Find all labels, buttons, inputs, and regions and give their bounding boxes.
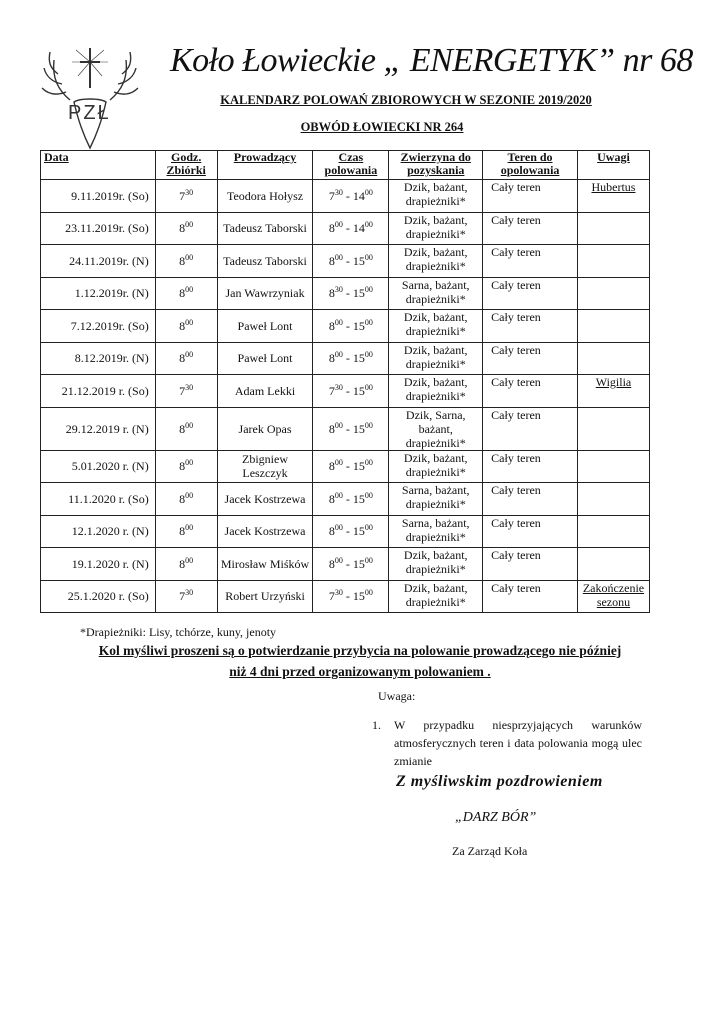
cell-date: 21.12.2019 r. (So) (41, 375, 156, 408)
greeting: Z myśliwskim pozdrowieniem (396, 773, 603, 790)
logo-text: PZŁ (68, 102, 111, 124)
cell-godz: $8^{00}$ (155, 342, 217, 375)
cell-uwagi (577, 245, 649, 278)
table-row (41, 342, 650, 375)
table-row (41, 483, 650, 516)
cell-godz: $8^{00}$ (155, 548, 217, 581)
table-row (41, 375, 650, 408)
cell-godz: $8^{00}$ (155, 450, 217, 483)
cell-zwierzyna: Dzik, bażant, drapieżniki* (389, 580, 483, 613)
cell-czas: $8^{00} - 14^{00}$ (313, 212, 389, 245)
cell-czas: $8^{30} - 15^{00}$ (313, 277, 389, 310)
cell-teren: Cały teren (483, 548, 578, 581)
cell-date: 12.1.2020 r. (N) (41, 515, 156, 548)
cell-uwagi (577, 515, 649, 548)
cell-teren: Cały teren (483, 245, 578, 278)
cell-teren: Cały teren (483, 310, 578, 343)
cell-leader: Robert Urzyński (217, 580, 313, 613)
cell-uwagi (577, 212, 649, 245)
cell-zwierzyna: Dzik, bażant, drapieżniki* (389, 310, 483, 343)
uwaga-list (372, 716, 642, 770)
col-header-czas: Czas polowania (313, 151, 389, 180)
cell-leader: Adam Lekki (217, 375, 313, 408)
table-row (41, 548, 650, 581)
cell-uwagi (577, 310, 649, 343)
cell-zwierzyna: Dzik, bażant, drapieżniki* (389, 212, 483, 245)
cell-zwierzyna: Sarna, bażant, drapieżniki* (389, 483, 483, 516)
col-header-teren: Teren do opolowania (483, 151, 578, 180)
cell-leader: Zbigniew Leszczyk (217, 450, 313, 483)
cell-date: 24.11.2019r. (N) (41, 245, 156, 278)
hunting-calendar-table (40, 150, 650, 613)
table-row (41, 450, 650, 483)
cell-godz: $7^{30}$ (155, 375, 217, 408)
cell-zwierzyna: Dzik, bażant, drapieżniki* (389, 548, 483, 581)
cell-teren: Cały teren (483, 342, 578, 375)
motto: „DARZ BÓR” (455, 810, 537, 825)
footnote: *Drapieżniki: Lisy, tchórze, kuny, jenoty (80, 625, 277, 639)
cell-leader: Jacek Kostrzewa (217, 483, 313, 516)
cell-czas: $8^{00} - 15^{00}$ (313, 407, 389, 450)
table-row (41, 245, 650, 278)
cell-czas: $8^{00} - 15^{00}$ (313, 548, 389, 581)
cell-zwierzyna: Dzik, bażant, drapieżniki* (389, 245, 483, 278)
cell-leader: Jacek Kostrzewa (217, 515, 313, 548)
table-row (41, 212, 650, 245)
cell-czas: $7^{30} - 15^{00}$ (313, 580, 389, 613)
cell-teren: Cały teren (483, 180, 578, 213)
cell-godz: $8^{00}$ (155, 407, 217, 450)
cell-leader: Paweł Lont (217, 310, 313, 343)
uwaga-item-text: W przypadku niesprzyjających warunków atmosferycznych teren i data polowania mogą ulec zmianie (394, 718, 642, 768)
cell-godz: $7^{30}$ (155, 180, 217, 213)
cell-zwierzyna: Dzik, bażant, drapieżniki* (389, 375, 483, 408)
cell-uwagi (577, 407, 649, 450)
cell-godz: $7^{30}$ (155, 580, 217, 613)
cell-czas: $8^{00} - 15^{00}$ (313, 310, 389, 343)
cell-godz: $8^{00}$ (155, 245, 217, 278)
cell-uwagi: Wigilia (577, 375, 649, 408)
cell-zwierzyna: Dzik, bażant, drapieżniki* (389, 180, 483, 213)
cell-leader: Mirosław Miśków (217, 548, 313, 581)
cell-teren: Cały teren (483, 375, 578, 408)
club-title: Koło Łowieckie „ ENERGETYK” nr 68 (170, 42, 693, 79)
cell-czas: $8^{00} - 15^{00}$ (313, 450, 389, 483)
cell-czas: $8^{00} - 15^{00}$ (313, 245, 389, 278)
cell-godz: $8^{00}$ (155, 483, 217, 516)
uwaga-item-number: 1. (372, 718, 381, 732)
cell-uwagi (577, 342, 649, 375)
cell-date: 1.12.2019r. (N) (41, 277, 156, 310)
cell-teren: Cały teren (483, 212, 578, 245)
table-row (41, 180, 650, 213)
cell-date: 29.12.2019 r. (N) (41, 407, 156, 450)
cell-czas: $7^{30} - 14^{00}$ (313, 180, 389, 213)
cell-leader: Tadeusz Taborski (217, 245, 313, 278)
cell-czas: $7^{30} - 15^{00}$ (313, 375, 389, 408)
obwod-subtitle: OBWÓD ŁOWIECKI NR 264 (300, 120, 464, 134)
cell-czas: $8^{00} - 15^{00}$ (313, 483, 389, 516)
table-header-row (41, 151, 650, 180)
cell-date: 19.1.2020 r. (N) (41, 548, 156, 581)
cell-zwierzyna: Sarna, bażant, drapieżniki* (389, 515, 483, 548)
cell-teren: Cały teren (483, 277, 578, 310)
confirmation-notice: Kol myśliwi proszeni są o potwierdzanie przybycia na polowanie prowadzącego nie później niż 4 dni przed organizowanym polowaniem . (98, 643, 622, 679)
col-header-leader: Prowadzący (217, 151, 313, 180)
table-row (41, 515, 650, 548)
cell-uwagi (577, 483, 649, 516)
col-header-zwierzyna: Zwierzyna do pozyskania (389, 151, 483, 180)
cell-teren: Cały teren (483, 450, 578, 483)
table-row (41, 277, 650, 310)
cell-zwierzyna: Dzik, Sarna, bażant, drapieżniki* (389, 407, 483, 450)
cell-czas: $8^{00} - 15^{00}$ (313, 515, 389, 548)
cell-czas: $8^{00} - 15^{00}$ (313, 342, 389, 375)
cell-leader: Jan Wawrzyniak (217, 277, 313, 310)
signature: Za Zarząd Koła (452, 844, 528, 858)
table-row (41, 580, 650, 613)
cell-godz: $8^{00}$ (155, 515, 217, 548)
cell-leader: Paweł Lont (217, 342, 313, 375)
cell-date: 7.12.2019r. (So) (41, 310, 156, 343)
cell-date: 25.1.2020 r. (So) (41, 580, 156, 613)
table-row (41, 310, 650, 343)
cell-zwierzyna: Sarna, bażant, drapieżniki* (389, 277, 483, 310)
cell-uwagi: Zakończenie sezonu (577, 580, 649, 613)
cell-leader: Tadeusz Taborski (217, 212, 313, 245)
cell-uwagi (577, 450, 649, 483)
cell-teren: Cały teren (483, 483, 578, 516)
table-body (41, 180, 650, 613)
table-row (41, 407, 650, 450)
cell-date: 11.1.2020 r. (So) (41, 483, 156, 516)
calendar-subtitle: KALENDARZ POLOWAŃ ZBIOROWYCH W SEZONIE 2019/2020 (220, 93, 592, 107)
cell-teren: Cały teren (483, 407, 578, 450)
cell-uwagi: Hubertus (577, 180, 649, 213)
cell-uwagi (577, 277, 649, 310)
cell-godz: $8^{00}$ (155, 277, 217, 310)
cell-date: 23.11.2019r. (So) (41, 212, 156, 245)
cell-godz: $8^{00}$ (155, 212, 217, 245)
cell-teren: Cały teren (483, 515, 578, 548)
cell-date: 5.01.2020 r. (N) (41, 450, 156, 483)
cell-zwierzyna: Dzik, bażant, drapieżniki* (389, 450, 483, 483)
cell-godz: $8^{00}$ (155, 310, 217, 343)
cell-zwierzyna: Dzik, bażant, drapieżniki* (389, 342, 483, 375)
cell-leader: Jarek Opas (217, 407, 313, 450)
col-header-uwagi: Uwagi (577, 151, 649, 180)
col-header-date: Data (41, 151, 156, 180)
col-header-godz: Godz. Zbiórki (155, 151, 217, 180)
cell-leader: Teodora Hołysz (217, 180, 313, 213)
uwaga-heading: Uwaga: (378, 689, 416, 703)
cell-date: 8.12.2019r. (N) (41, 342, 156, 375)
cell-uwagi (577, 548, 649, 581)
cell-date: 9.11.2019r. (So) (41, 180, 156, 213)
cell-teren: Cały teren (483, 580, 578, 613)
